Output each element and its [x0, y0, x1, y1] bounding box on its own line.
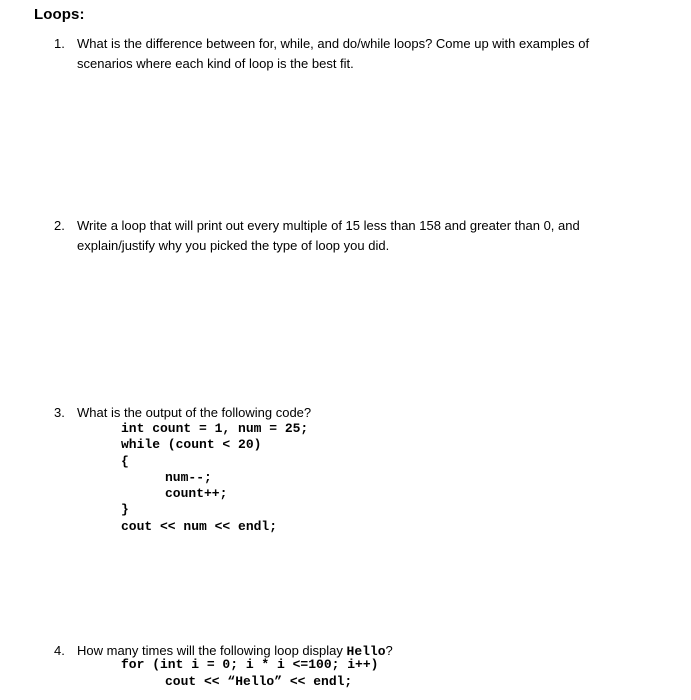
question-number: 4.	[54, 643, 65, 658]
question-text-line: scenarios where each kind of loop is the best fit.	[77, 56, 354, 71]
question-text-prefix: How many times will the following loop display	[77, 643, 347, 658]
question-number: 2.	[54, 218, 65, 233]
code-line: for (int i = 0; i * i <=100; i++)	[121, 657, 379, 672]
question-number: 1.	[54, 36, 65, 51]
code-line: count++;	[165, 486, 228, 501]
code-line: cout << “Hello” << endl;	[165, 674, 353, 689]
question-text-line: explain/justify why you picked the type of loop you did.	[77, 238, 390, 253]
inline-code-hello: Hello	[346, 644, 386, 659]
code-line: {	[121, 454, 129, 469]
code-line: }	[121, 502, 129, 517]
code-line: while (count < 20)	[121, 437, 262, 452]
question-text-line: Write a loop that will print out every multiple of 15 less than 158 and greater than 0, and	[77, 218, 580, 233]
question-text-line: What is the output of the following code?	[77, 405, 312, 420]
section-title: Loops:	[34, 6, 85, 23]
code-line: num--;	[165, 470, 212, 485]
code-line: cout << num << endl;	[121, 519, 278, 534]
question-text-suffix: ?	[385, 643, 393, 658]
question-text-line: What is the difference between for, while, and do/while loops? Come up with examples of	[77, 36, 590, 51]
code-line: int count = 1, num = 25;	[121, 421, 309, 436]
question-number: 3.	[54, 405, 65, 420]
